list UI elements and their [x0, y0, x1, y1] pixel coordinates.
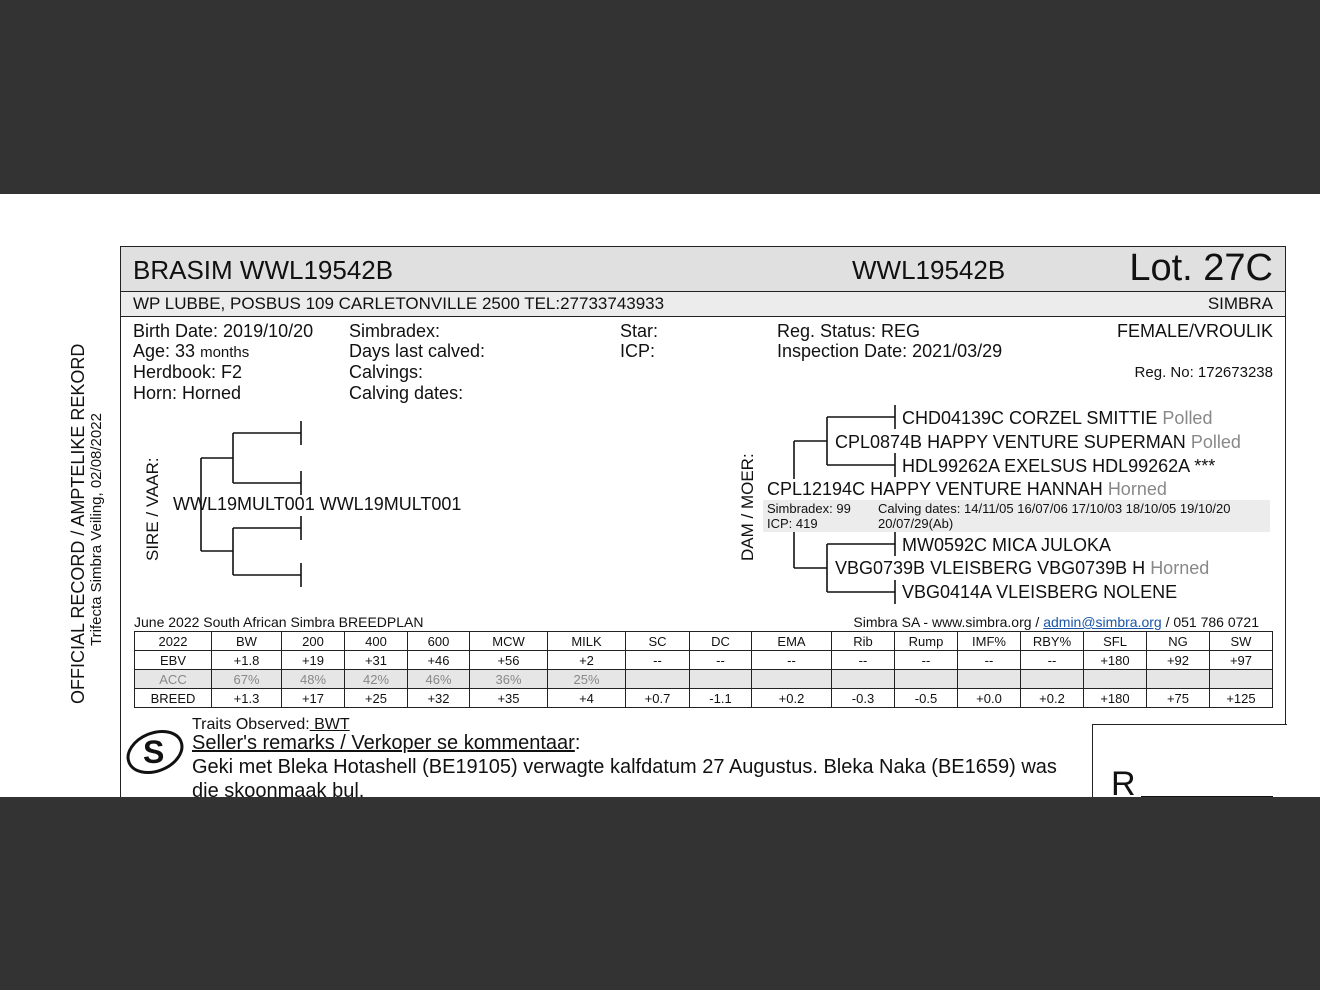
table-row [135, 689, 1273, 708]
table-cell [895, 670, 958, 689]
table-cell: -- [752, 651, 832, 670]
bottom-dark-band [0, 797, 1320, 990]
table-cell: 36% [470, 670, 548, 689]
table-cell: SFL [1084, 632, 1147, 651]
icp: ICP: [620, 341, 656, 361]
seller-remarks-line1: Geki met Bleka Hotashell (BE19105) verwagte kalfdatum 27 Augustus. Bleka Naka (BE1659) was [192, 756, 1057, 778]
table-cell: 67% [212, 670, 282, 689]
calving-dates: Calving dates: [349, 383, 464, 403]
contact-suffix: / 051 786 0721 [1161, 614, 1259, 630]
table-cell: +180 [1084, 689, 1147, 708]
table-cell: +56 [470, 651, 548, 670]
table-cell: +75 [1147, 689, 1210, 708]
table-cell: +25 [345, 689, 408, 708]
table-cell: Rib [832, 632, 895, 651]
table-cell: 2022 [135, 632, 212, 651]
table-cell [626, 670, 690, 689]
calvings: Calvings: [349, 362, 424, 382]
seller-remarks-title: Seller's remarks / Verkoper se kommentaar [192, 732, 575, 754]
table-cell: +2 [548, 651, 626, 670]
table-cell [832, 670, 895, 689]
reg-number: Reg. No: 172673238 [1134, 364, 1273, 381]
table-row [135, 670, 1273, 689]
logo-letter: S [143, 734, 165, 770]
sire-name: WWL19MULT001 WWL19MULT001 [173, 494, 462, 514]
table-header-row [135, 632, 1273, 651]
dam [767, 479, 1167, 500]
dam-sire-horn: Polled [1190, 432, 1241, 452]
table-cell [1210, 670, 1273, 689]
table-cell: NG [1147, 632, 1210, 651]
sex: FEMALE/VROULIK [1116, 321, 1273, 341]
simbradex: Simbradex: [349, 321, 441, 341]
table-cell: +1.3 [212, 689, 282, 708]
herdbook: Herdbook: F2 [133, 362, 243, 382]
dam-sire-sire-name: CHD04139C CORZEL SMITTIE [902, 408, 1158, 428]
table-cell [1147, 670, 1210, 689]
table-cell: +125 [1210, 689, 1273, 708]
dam-sire-dam: HDL99262A EXELSUS HDL99262A *** [902, 456, 1216, 476]
table-cell: 42% [345, 670, 408, 689]
seller-remarks-line2: die skoonmaak bul. [192, 780, 365, 797]
table-cell [690, 670, 752, 689]
table-cell: EBV [135, 651, 212, 670]
table-cell: +0.0 [958, 689, 1021, 708]
dam-dam [835, 558, 1209, 579]
table-cell: 400 [345, 632, 408, 651]
animal-id: WWL19542B [852, 255, 1006, 285]
traits-label: Traits Observed: [192, 716, 310, 733]
dam-dam-dam: VBG0414A VLEISBERG NOLENE [902, 582, 1178, 602]
dam-sire-sire-horn: Polled [1162, 408, 1213, 428]
table-cell: +0.2 [1021, 689, 1084, 708]
seller-remarks-heading [192, 732, 580, 755]
table-cell: -0.3 [832, 689, 895, 708]
table-cell: 200 [282, 632, 345, 651]
table-cell: IMF% [958, 632, 1021, 651]
table-cell: EMA [752, 632, 832, 651]
dam-icp: ICP: 419 [767, 516, 818, 531]
table-cell: +92 [1147, 651, 1210, 670]
table-cell [1084, 670, 1147, 689]
auction-label: Trifecta Simbra Veiling, 02/08/2022 [88, 413, 105, 646]
table-cell: +0.2 [752, 689, 832, 708]
table-cell: +180 [1084, 651, 1147, 670]
animal-card [120, 246, 1286, 797]
table-row [135, 651, 1273, 670]
table-cell: -- [1021, 651, 1084, 670]
contact-prefix: Simbra SA - www.simbra.org / [853, 614, 1044, 630]
dam-simbradex: Simbradex: 99 [767, 501, 851, 516]
top-dark-band [0, 0, 1320, 194]
table-cell: DC [690, 632, 752, 651]
dam-calving-dates-cont: 20/07/29(Ab) [878, 516, 954, 531]
price-blank-line[interactable] [1141, 796, 1273, 797]
star: Star: [620, 321, 659, 341]
sire-label: SIRE / VAAR: [143, 457, 162, 561]
table-cell: BW [212, 632, 282, 651]
dam-dam-name: VBG0739B VLEISBERG VBG0739B H [835, 558, 1146, 578]
traits-value: BWT [309, 716, 350, 733]
table-cell: SC [626, 632, 690, 651]
table-cell: +19 [282, 651, 345, 670]
table-cell: ACC [135, 670, 212, 689]
dam-name: CPL12194C HAPPY VENTURE HANNAH [767, 479, 1103, 499]
breedplan-title: June 2022 South African Simbra BREEDPLAN [134, 614, 424, 630]
birth-date: Birth Date: 2019/10/20 [133, 321, 314, 341]
table-cell: +1.8 [212, 651, 282, 670]
table-cell: -- [690, 651, 752, 670]
table-cell: 25% [548, 670, 626, 689]
dam-horn: Horned [1107, 479, 1167, 499]
horn-status: Horn: Horned [133, 383, 242, 403]
table-cell: Rump [895, 632, 958, 651]
table-cell: RBY% [1021, 632, 1084, 651]
table-cell: -- [626, 651, 690, 670]
table-cell: 48% [282, 670, 345, 689]
table-cell: -- [832, 651, 895, 670]
dam-sire-name: CPL0874B HAPPY VENTURE SUPERMAN [835, 432, 1186, 452]
breedplan-contact [853, 614, 1259, 630]
owner-address: WP LUBBE, POSBUS 109 CARLETONVILLE 2500 TEL:27733743933 [133, 294, 665, 313]
table-cell: -0.5 [895, 689, 958, 708]
table-cell [1021, 670, 1084, 689]
table-cell: MILK [548, 632, 626, 651]
lot-number: Lot. 27C [1129, 247, 1273, 289]
breedplan-table [134, 631, 1273, 708]
age-value: Age: 33 [133, 341, 196, 361]
dam-calving-dates: Calving dates: 14/11/05 16/07/06 17/10/03 18/10/05 19/10/20 [878, 501, 1231, 516]
price-currency: R [1111, 765, 1136, 797]
inspection-date: Inspection Date: 2021/03/29 [777, 341, 1003, 361]
table-cell: +46 [408, 651, 470, 670]
reg-status: Reg. Status: REG [777, 321, 921, 341]
table-cell: +32 [408, 689, 470, 708]
price-box [1092, 724, 1287, 797]
dam-label: DAM / MOER: [738, 453, 757, 561]
animal-name: BRASIM WWL19542B [133, 255, 394, 285]
table-cell: -- [895, 651, 958, 670]
dam-dam-sire: MW0592C MICA JULOKA [902, 535, 1112, 555]
table-cell: +97 [1210, 651, 1273, 670]
table-cell: -1.1 [690, 689, 752, 708]
dam-sire-sire [902, 408, 1212, 429]
table-cell: 46% [408, 670, 470, 689]
table-cell: BREED [135, 689, 212, 708]
table-cell: +17 [282, 689, 345, 708]
dam-sire [835, 432, 1241, 453]
table-cell: +31 [345, 651, 408, 670]
dam-info-band [763, 500, 1270, 532]
table-cell: +4 [548, 689, 626, 708]
breed-label: SIMBRA [1207, 294, 1273, 313]
age-unit: months [200, 344, 250, 361]
table-cell: +35 [470, 689, 548, 708]
table-cell [958, 670, 1021, 689]
official-record-label: OFFICIAL RECORD / AMPTELIKE REKORD [68, 343, 88, 704]
table-cell: SW [1210, 632, 1273, 651]
seller-remarks-colon: : [574, 732, 581, 754]
contact-email-link[interactable]: admin@simbra.org [1043, 614, 1162, 630]
dam-dam-horn: Horned [1150, 558, 1210, 578]
table-cell: -- [958, 651, 1021, 670]
table-cell: MCW [470, 632, 548, 651]
table-cell: +0.7 [626, 689, 690, 708]
days-last-calved: Days last calved: [349, 341, 486, 361]
simbra-logo [121, 725, 187, 779]
record-page [0, 194, 1320, 797]
table-cell [752, 670, 832, 689]
table-cell: 600 [408, 632, 470, 651]
